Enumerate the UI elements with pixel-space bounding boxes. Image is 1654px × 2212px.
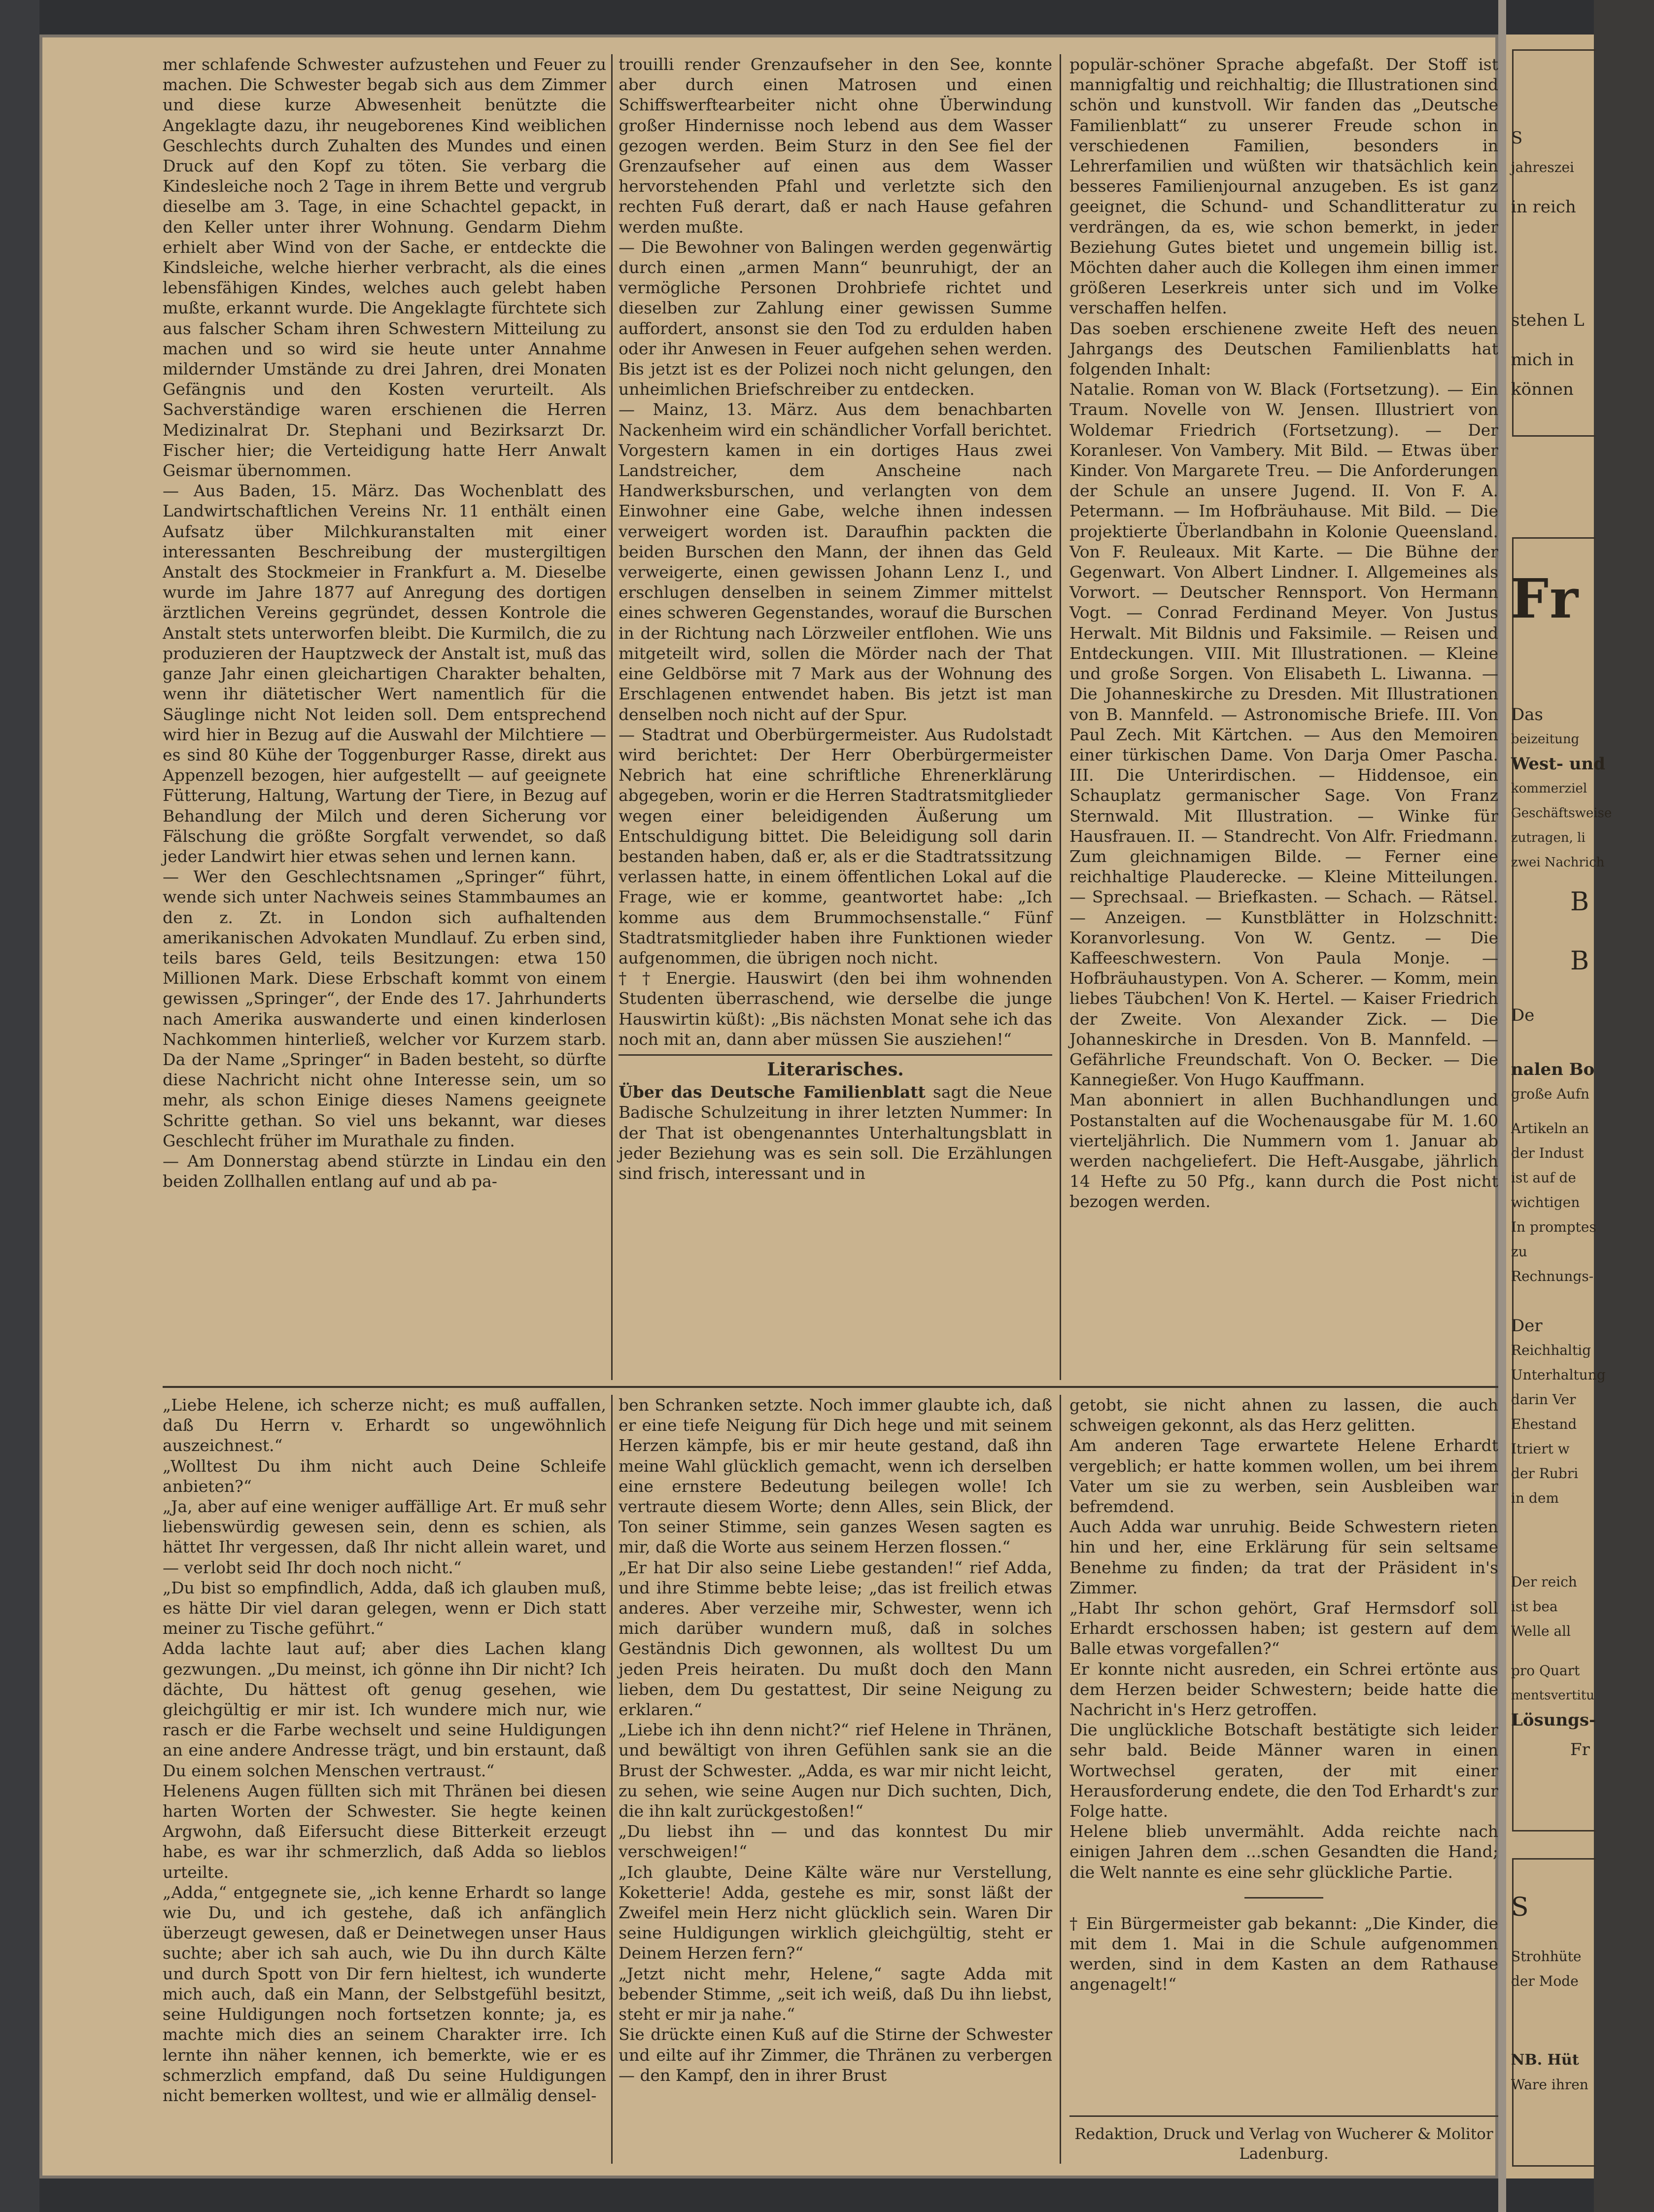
story-paragraph: „Du bist so empfindlich, Adda, daß ich glauben muß, es hätte Dir viel daran gelegen, wenn er Dich statt meiner zu Tische geführt.“: [163, 1578, 606, 1638]
story-paragraph: Die unglückliche Botschaft bestätigte sich leider sehr bald. Beide Männer waren in einen Wortwechsel geraten, der mit einer Herausforderung endete, die den Tod Erhardt's zur Folge hatte.: [1069, 1720, 1498, 1821]
adjacent-text: NB. Hüt: [1511, 2051, 1579, 2069]
adjacent-text: In promptes: [1511, 1219, 1596, 1235]
feuilleton-column-2: [619, 1395, 1052, 2164]
adjacent-text: pro Quart: [1511, 1662, 1580, 1679]
adjacent-text: Reichhaltig: [1511, 1342, 1591, 1358]
column-rule-1: [611, 54, 613, 1380]
story-paragraph: „Ja, aber auf eine weniger auffällige Art. Er muß sehr liebenswürdig gewesen sein, denn es schien, als hättet Ihr vergessen, daß Ihr nicht allein waret, und — verlobt seid Ihr doch noch nicht.“: [163, 1497, 606, 1577]
news-column-2: [619, 54, 1052, 1380]
adjacent-text: mich in: [1511, 350, 1574, 370]
article-lindau: — Am Donnerstag abend stürzte in Lindau ein den beiden Zollhallen entlang auf und ab pa-: [163, 1151, 606, 1191]
adjacent-text: stehen L: [1511, 311, 1585, 330]
story-paragraph: Sie drückte einen Kuß auf die Stirne der Schwester und eilte auf ihr Zimmer, die Thränen zu verbergen — den Kampf, den in ihrer Brust: [619, 2025, 1052, 2085]
adjacent-text: kommerziel: [1511, 781, 1587, 796]
article-baden-milch: — Aus Baden, 15. März. Das Wochenblatt des Landwirtschaftlichen Vereins Nr. 11 enthält einen Aufsatz über Milchkuranstalten mit einer interessanten Beschreibung der mustergiltigen Anstalt des Stockmeier in Frankfurt a. M. Dieselbe wurde im Jahre 1877 auf Anregung des dortigen ärztlichen Vereins gegründet, dessen Kontrole die Anstalt stets unterworfen bleibt. Die Kurmilch, die zu produzieren der Hauptzweck der Anstalt ist, muß das ganze Jahr einen gleichartigen Charakter behalten, wenn ihr diätetischer Wert namentlich für die Säuglinge nicht Not leiden soll. Dem entsprechend wird hier in Bezug auf die Auswahl der Milchtiere — es sind 80 Kühe der Toggenburger Rasse, direkt aus Appenzell bezogen, hier aufgestellt — auf geeignete Fütterung, Haltung, Wartung der Tiere, in Bezug auf Behandlung der Milch und deren Sicherung vor Fälschung die größte Sorgfalt verwendet, so daß jeder Landwirt hier etwas sehen und lernen kann.: [163, 481, 606, 866]
story-paragraph: „Er hat Dir also seine Liebe gestanden!“ rief Adda, und ihre Stimme bebte leise; „das ist freilich etwas anderes. Aber verzeihe mir, Schwester, wenn ich mich darüber wundern muß, daß in solches Geständnis Dich gewonnen, als wolltest Du um jeden Preis heiraten. Du mußt doch den Mann lieben, dem Du gestattest, Dir seine Neigung zu erklaren.“: [619, 1557, 1052, 1720]
literary-contents: Natalie. Roman von W. Black (Fortsetzung). — Ein Traum. Novelle von W. Jensen. Illustriert von Woldemar Friedrich (Fortsetzung). — Der Koranleser. Von Vambery. Mit Bild. — Etwas über Kinder. Von Margarete Treu. — Die Anforderungen der Schule an unsere Jugend. II. Von F. A. Petermann. — Im Hofbräuhause. Mit Bild. — Die projektierte Überlandbahn in Kolonie Queensland. Von F. Reuleaux. Mit Karte. — Die Bühne der Gegenwart. Von Albert Lindner. I. Allgemeines als Vorwort. — Deutscher Rennsport. Von Hermann Vogt. — Conrad Ferdinand Meyer. Von Justus Herwalt. Mit Bildnis und Faksimile. — Reisen und Entdeckungen. VIII. Mit Illustrationen. — Kleine und große Sorgen. Von Elisabeth L. Liwanna. — Die Johanneskirche zu Dresden. Mit Illustrationen von B. Mannfeld. — Astronomische Briefe. III. Von Paul Zech. Mit Kärtchen. — Aus den Memoiren einer türkischen Dame. Von Darja Omer Pascha. III. Die Unterirdischen. — Hiddensoe, ein Schauplatz germanischer Sage. Von Franz Sternwald. Mit Illustration. — Winke für Hausfrauen. II. — Standrecht. Von Alfr. Friedmann. Zum gleichnamigen Bilde. — Ferner eine reichhaltige Plauderecke. — Kleine Mitteilungen. — Sprechsaal. — Briefkasten. — Schach. — Rätsel. — Anzeigen. — Kunstblätter in Holzschnitt: Koranvorlesung. Von W. Gentz. — Die Kaffeeschwestern. Von Paula Monje. — Hofbräuhaustypen. Von A. Scherer. — Komm, mein liebes Täubchen! Von K. Hertel. — Kaiser Friedrich der Zweite. Von Alexander Zick. — Die Johanneskirche in Dresden. Von B. Mannfeld. — Gefährliche Freundschaft. Von O. Becker. — Die Kannegießer. Von Hugo Kauffmann.: [1069, 380, 1498, 1090]
adjacent-text: der Rubri: [1511, 1465, 1579, 1482]
literary-heading: Literarisches.: [767, 1059, 904, 1080]
adjacent-text: können: [1511, 380, 1574, 399]
story-paragraph: Er konnte nicht ausreden, ein Schrei ertönte aus dem Herzen beider Schwestern; beide hatte die Nachricht in's Herz getroffen.: [1069, 1659, 1498, 1720]
story-paragraph: „Liebe Helene, ich scherze nicht; es muß auffallen, daß Du Herrn v. Erhardt so ungewöhnlich auszeichnest.“: [163, 1395, 606, 1455]
adjacent-text: große Aufn: [1511, 1086, 1589, 1102]
story-paragraph: ben Schranken setzte. Noch immer glaubte ich, daß er eine tiefe Neigung für Dich hege und mit seinem Herzen kämpfe, bis er mir heute gestand, daß ihn meine Wahl glücklich gemacht, wenn ich derselben eine ernstere Bedeutung beilegen wolle! Ich vertraute diesem Worte; denn Alles, sein Blick, der Ton seiner Stimme, sein ganzes Wesen sagten es mir, daß die Worte aus seinem Herzen flossen.“: [619, 1395, 1052, 1557]
literary-body: sagt die Neue Badische Schulzeitung in ihrer letzten Nummer: In der That ist obengenanntes Unterhaltungsblatt in jeder Beziehung was es sein soll. Die Erzählungen sind frisch, interessant und in: [619, 1082, 1052, 1183]
adjacent-text: Der: [1511, 1316, 1543, 1336]
imprint: [1069, 2124, 1498, 2164]
adjacent-text: ist auf de: [1511, 1170, 1576, 1186]
imprint-rule: [1069, 2115, 1498, 2117]
binding-gutter: [0, 0, 39, 2212]
column-rule-4: [1060, 1395, 1061, 2164]
adjacent-text: zutragen, li: [1511, 830, 1585, 845]
article-lindau-cont: trouilli render Grenzaufseher in den See, konnte aber durch einen Matrosen und einen Schiffswerftearbeiter nicht ohne Überwindung großer Hindernisse noch lebend aus dem Wasser gezogen werden. Beim Sturz in den See fiel der Grenzaufseher auf einen aus dem Wasser hervorstehenden Pfahl und verletzte sich den rechten Fuß derart, daß er nach Hause gefahren werden mußte.: [619, 55, 1052, 237]
adjacent-text: S: [1511, 1893, 1529, 1922]
adjacent-text: darin Ver: [1511, 1391, 1576, 1408]
adjacent-text: West- und: [1511, 754, 1606, 774]
adjacent-page-strip: [1506, 35, 1612, 2178]
news-column-3: [1069, 54, 1498, 1380]
adjacent-text: jahreszei: [1511, 159, 1575, 175]
story-paragraph: Helenens Augen füllten sich mit Thränen bei diesen harten Worten der Schwester. Sie hegte keinen Argwohn, daß Eifersucht diese Bitterkeit erzeugt habe, es war ihr schmerzlich, daß Adda so lieblos urteilte.: [163, 1781, 606, 1882]
article-balingen: — Die Bewohner von Balingen werden gegenwärtig durch einen „armen Mann“ beunruhigt, der an vermögliche Personen Drohbriefe richtet und dieselben zur Zahlung einer gewissen Summe auffordert, ansonst sie den Tod zu erdulden haben oder ihr Anwesen in Feuer aufgehen sehen werden. Bis jetzt ist es der Polizei noch nicht gelungen, den unheimlichen Briefschreiber zu entdecken.: [619, 237, 1052, 399]
news-column-1: [163, 54, 606, 1380]
literary-lead: Über das Deutsche Familienblatt: [619, 1082, 926, 1102]
literary-subscription: Man abonniert in allen Buchhandlungen und Postanstalten auf die Wochenausgabe für M. 1.60 vierteljährlich. Die Nummern vom 1. Januar ab werden nachgeliefert. Die Heft-Ausgabe, jährlich 14 Hefte zu 50 Pfg., kann durch die Post nicht bezogen werden.: [1069, 1090, 1498, 1211]
adjacent-text: zwei Nachrich: [1511, 855, 1605, 870]
adjacent-text: ist bea: [1511, 1598, 1558, 1615]
adjacent-text: zu: [1511, 1244, 1527, 1260]
adjacent-text: in dem: [1511, 1490, 1559, 1506]
imprint-publisher: Redaktion, Druck und Verlag von Wucherer & Molitor: [1074, 2125, 1493, 2143]
story-paragraph: Helene blieb unvermählt. Adda reichte nach einigen Jahren dem ...schen Gesandten die Hand; die Welt nannte es eine sehr glückliche Partie.: [1069, 1822, 1498, 1882]
adjacent-text: Ware ihren: [1511, 2076, 1588, 2093]
feuilleton-column-3: [1069, 1395, 1498, 2105]
adjacent-text: Itriert w: [1511, 1441, 1570, 1457]
adjacent-ad-box: [1512, 49, 1595, 437]
column-rule-3: [611, 1395, 613, 2164]
adjacent-text: S: [1511, 128, 1523, 148]
literary-heft-intro: Das soeben erschienene zweite Heft des neuen Jahrgangs des Deutschen Familienblatts hat folgenden Inhalt:: [1069, 318, 1498, 379]
article-kindesmord: mer schlafende Schwester aufzustehen und Feuer zu machen. Die Schwester begab sich aus dem Zimmer und diese kurze Abwesenheit benützte die Angeklagte dazu, ihr neugeborenes Kind weiblichen Geschlechts durch Zuhalten des Mundes und einen Druck auf den Kopf zu töten. Sie verbarg die Kindesleiche noch 2 Tage in ihrem Bette und vergrub dieselbe am 3. Tage, in eine Schachtel gepackt, in den Keller unter ihrer Wohnung. Gendarm Diehm erhielt aber Wind von der Sache, er entdeckte die Kindsleiche, welche hierher verbracht, als die eines lebensfähigen Kindes, welches auch gelebt haben mußte, erkannt wurde. Die Angeklagte fürchtete sich aus falscher Scham ihren Schwestern Mitteilung zu machen und so wird sie heute unter Annahme mildernder Umstände zu drei Jahren, drei Monaten Gefängnis und den Kosten verurteilt. Als Sachverständige waren erschienen die Herren Medizinalrat Dr. Stephani und Bezirksarzt Dr. Fischer hier; die Verteidigung hatte Herr Anwalt Geismar übernommen.: [163, 55, 606, 481]
adjacent-text: mentsvertitu: [1511, 1688, 1595, 1703]
story-paragraph: „Jetzt nicht mehr, Helene,“ sagte Adda mit bebender Stimme, „seit ich weiß, daß Du ihn liebst, steht er mir ja nahe.“: [619, 1964, 1052, 2024]
adjacent-text: der Indust: [1511, 1145, 1584, 1161]
adjacent-text: Strohhüte: [1511, 1948, 1582, 1965]
adjacent-text: Ehestand: [1511, 1416, 1577, 1432]
adjacent-text: wichtigen: [1511, 1194, 1580, 1210]
story-paragraph: Am anderen Tage erwartete Helene Erhardt vergeblich; er hatte kommen wollen, um bei ihrem Vater um sie zu werben, sein Ausbleiben war befremdend.: [1069, 1436, 1498, 1517]
story-paragraph: Adda lachte laut auf; aber dies Lachen klang gezwungen. „Du meinst, ich gönne ihn Dir nicht? Ich dächte, Du hättest oft genug gesehen, wie gleichgültig er mir ist. Ich wundere mich nur, wie rasch er die Farbe wechselt und seine Huldigungen an eine andere Andresse trägt, und bin erstaunt, daß Du einem solchen Menschen vertraust.“: [163, 1639, 606, 1780]
adjacent-text: in reich: [1511, 197, 1576, 217]
literary-cont: populär-schöner Sprache abgefaßt. Der Stoff ist mannigfaltig und reichhaltig; die Illustrationen sind schön und kunstvoll. Wir fanden das „Deutsche Familienblatt“ zu unserer Freude schon in verschiedenen Familien, besonders in Lehrerfamilien und wüßten wir thatsächlich kein besseres Familienjournal anzugeben. Es ist ganz geeignet, die Schund- und Schandlitteratur zu verdrängen, da es, wie schon bemerkt, in jeder Beziehung Gutes bietet und ungemein billig ist. Möchten daher auch die Kollegen ihm einen immer größeren Leserkreis unter sich und im Volke verschaffen helfen.: [1069, 55, 1498, 318]
adjacent-text: B: [1570, 887, 1589, 917]
newspaper-page: [39, 35, 1498, 2178]
article-springer: — Wer den Geschlechtsnamen „Springer“ führt, wende sich unter Nachweis seines Stammbaumes an den z. Zt. in London sich aufhaltenden amerikanischen Advokaten Mundlauf. Zu erben sind, teils bares Geld, teils Besitzungen: etwa 150 Millionen Mark. Diese Erbschaft kommt von einem gewissen „Springer“, der Ende des 17. Jahrhunderts nach Amerika auswanderte und einen kinderlosen Nachkommen hinterließ, welcher vor Kurzem starb. Da der Name „Springer“ in Baden besteht, so dürfte diese Nachricht nicht ohne Interesse sein, um so mehr, als schon Einige dieses Namens geeignete Schritte gethan. So viel uns bekannt, war dieses Geschlecht früher im Murathale zu finden.: [163, 867, 606, 1150]
adjacent-text: Artikeln an: [1511, 1120, 1589, 1137]
column-rule-2: [1060, 54, 1061, 1380]
story-paragraph: Auch Adda war unruhig. Beide Schwestern rieten hin und her, eine Erklärung für sein seltsame Benehme zu finden; da trat der Präsident in's Zimmer.: [1069, 1517, 1498, 1597]
adjacent-text: Lösungs-: [1511, 1710, 1596, 1730]
adjacent-text: Welle all: [1511, 1623, 1571, 1639]
adjacent-text: beizeitung: [1511, 732, 1580, 747]
mayor-note: † Ein Bürgermeister gab bekannt: „Die Kinder, die mit dem 1. Mai in die Schule aufgenommen werden, sind in dem Kasten an dem Rathause angenagelt!“: [1069, 1913, 1498, 1994]
adjacent-headline: Fr: [1510, 567, 1581, 630]
adjacent-text: der Mode: [1511, 1973, 1579, 1989]
adjacent-text: Unterhaltung: [1511, 1367, 1606, 1383]
article-mainz: — Mainz, 13. März. Aus dem benachbarten Nackenheim wird ein schändlicher Vorfall berichtet. Vorgestern kamen in ein dortiges Haus zwei Landstreicher, dem Anscheine nach Handwerksburschen, und verlangten von dem Einwohner eine Gabe, welche ihnen indessen verweigert worden ist. Daraufhin packten die beiden Burschen den Mann, der ihnen das Geld verweigerte, einen gewissen Johann Lenz I., und erschlugen denselben in seinem Zimmer mittelst eines schweren Gegenstandes, worauf die Burschen in der Richtung nach Lörzweiler entflohen. Wie uns mitgeteilt wird, sollen die Mörder nach der That eine Geldbörse mit 7 Mark aus der Wohnung des Erschlagenen entwendet haben. Bis jetzt ist man denselben noch nicht auf der Spur.: [619, 400, 1052, 724]
page-edge: [1498, 0, 1506, 2212]
adjacent-text: Geschäftsweise: [1511, 806, 1612, 821]
story-paragraph: „Habt Ihr schon gehört, Graf Hermsdorf soll Erhardt erschossen haben; ist gestern auf dem Balle etwas vorgefallen?“: [1069, 1598, 1498, 1659]
story-paragraph: „Du liebst ihn — und das konntest Du mir verschweigen!“: [619, 1822, 1052, 1862]
story-paragraph: „Liebe ich ihn denn nicht?“ rief Helene in Thränen, und bewältigt von ihren Gefühlen sank sie an die Brust der Schwester. „Adda, es war mir nicht leicht, zu sehen, wie seine Augen nur Dich suchten, Dich, die ihn kalt zurückgestoßen!“: [619, 1720, 1052, 1821]
article-rudolstadt: — Stadtrat und Oberbürgermeister. Aus Rudolstadt wird berichtet: Der Herr Oberbürgermeister Nebrich hat eine schriftliche Ehrenerklärung abgegeben, worin er die Herren Stadtratsmitglieder wegen einer beleidigenden Äußerung um Entschuldigung bittet. Die Beleidigung soll darin bestanden haben, daß er, als er die Stadtratssitzung verlassen hatte, in einem öffentlichen Lokal auf die Frage, wie er komme, geantwortet habe: „Ich komme aus dem Brummochsenstalle.“ Fünf Stadtratsmitglieder haben ihre Funktionen wieder aufgenommen, die übrigen noch nicht.: [619, 725, 1052, 968]
adjacent-text: Rechnungs-: [1511, 1268, 1594, 1284]
feuilleton-rule: [163, 1386, 1498, 1388]
end-rule: [1244, 1897, 1323, 1899]
feuilleton-column-1: [163, 1395, 606, 2164]
adjacent-text: De: [1511, 1005, 1535, 1025]
adjacent-text: nalen Bo: [1511, 1060, 1595, 1079]
literary-article: [619, 1082, 1052, 1183]
story-paragraph: „Adda,“ entgegnete sie, „ich kenne Erhardt so lange wie Du, und ich gestehe, daß ich anfänglich überzeugt gewesen, daß er Deinetwegen unser Haus suchte; aber ich sah auch, wie Du ihn durch Kälte und durch Spott von Dir fern hieltest, ich wunderte mich auch, daß ein Mann, der Selbstgefühl besitzt, seine Huldigungen noch fortsetzen konnte; ja, es machte mich dies an seinem Charakter irre. Ich lernte ihn näher kennen, ich bemerkte, wie er es schmerzlich empfand, daß Du seine Huldigungen nicht bemerken wolltest, und wie er allmälig densel-: [163, 1882, 606, 2105]
adjacent-text: Der reich: [1511, 1574, 1577, 1590]
literary-rule: [619, 1054, 1052, 1056]
story-paragraph: „Wolltest Du ihm nicht auch Deine Schleife anbieten?“: [163, 1456, 606, 1496]
story-paragraph: „Ich glaubte, Deine Kälte wäre nur Verstellung, Koketterie! Adda, gestehe es mir, sonst läßt der Zweifel mein Herz nicht glücklich sein. Waren Dir seine Huldigungen wirklich gleichgültig, steht er Deinem Herzen fern?“: [619, 1862, 1052, 1963]
article-energie: † † Energie. Hauswirt (den bei ihm wohnenden Studenten überraschend, wie derselbe die junge Hauswirtin küßt): „Bis nächsten Monat sehe ich das noch mit an, dann aber müssen Sie ausziehen!“: [619, 968, 1052, 1049]
adjacent-text: Fr: [1570, 1740, 1590, 1760]
story-paragraph: getobt, sie nicht ahnen zu lassen, die auch schweigen gekonnt, als das Herz gelitten.: [1069, 1395, 1498, 1435]
imprint-place: Ladenburg.: [1239, 2145, 1329, 2163]
adjacent-text: Das: [1511, 705, 1543, 725]
adjacent-text: B: [1570, 946, 1589, 976]
